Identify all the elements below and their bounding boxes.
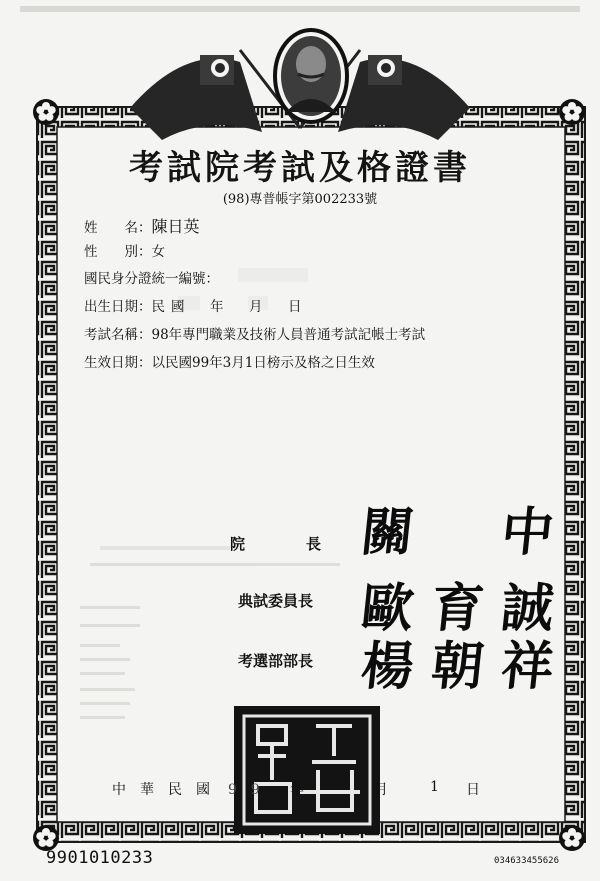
certificate-serial: (98)專普帳字第002233號	[222, 192, 378, 207]
president-title: 院 長	[230, 535, 326, 553]
portrait-icon	[275, 30, 347, 122]
exam-label: 考試名稱：	[84, 327, 152, 343]
redacted-id	[238, 268, 308, 282]
seal-icon	[234, 706, 380, 834]
id-label: 國民身分證統一編號：	[84, 271, 219, 287]
gender-label: 性 別：	[84, 244, 152, 260]
date-year-unit: 年	[290, 782, 304, 798]
scan-edge-top	[20, 6, 580, 12]
gender-value: 女	[151, 244, 165, 260]
effective-row	[84, 351, 375, 371]
plum-blossom-icon	[559, 825, 585, 851]
effective-value: 以民國99年3月1日榜示及格之日生效	[151, 355, 375, 371]
plum-blossom-icon	[33, 99, 59, 125]
date-month-unit: 月	[374, 782, 388, 798]
birth-label: 出生日期：	[84, 299, 152, 315]
date-year: 9 9	[228, 782, 260, 798]
exam-committee-chair-signature: 歐育誠	[358, 578, 575, 639]
certificate-number: 9901010233	[46, 848, 154, 868]
birth-row	[84, 295, 308, 315]
exam-value: 98年專門職業及技術人員普通考試記帳士考試	[151, 327, 426, 343]
minister-signature: 楊朝祥	[358, 636, 575, 697]
date-day: 1	[430, 779, 439, 795]
birth-value: 民國 年 月 日	[151, 299, 308, 315]
name-row	[84, 214, 200, 237]
print-serial-number: 034633455626	[494, 856, 560, 866]
gender-row	[84, 240, 165, 260]
effective-label: 生效日期：	[84, 355, 152, 371]
date-day-unit: 日	[466, 782, 480, 798]
name-label: 姓 名：	[84, 220, 152, 236]
minister-title: 考選部部長	[238, 652, 314, 670]
id-row	[84, 267, 219, 287]
president-signature: 關 中	[358, 502, 575, 563]
exam-committee-chair-title: 典試委員長	[238, 592, 314, 610]
exam-row	[84, 323, 425, 343]
plum-blossom-icon	[559, 99, 585, 125]
name-value: 陳日英	[151, 217, 200, 236]
date-era: 中 華 民 國	[112, 782, 210, 798]
certificate-title: 考試院考試及格證書	[129, 148, 471, 188]
